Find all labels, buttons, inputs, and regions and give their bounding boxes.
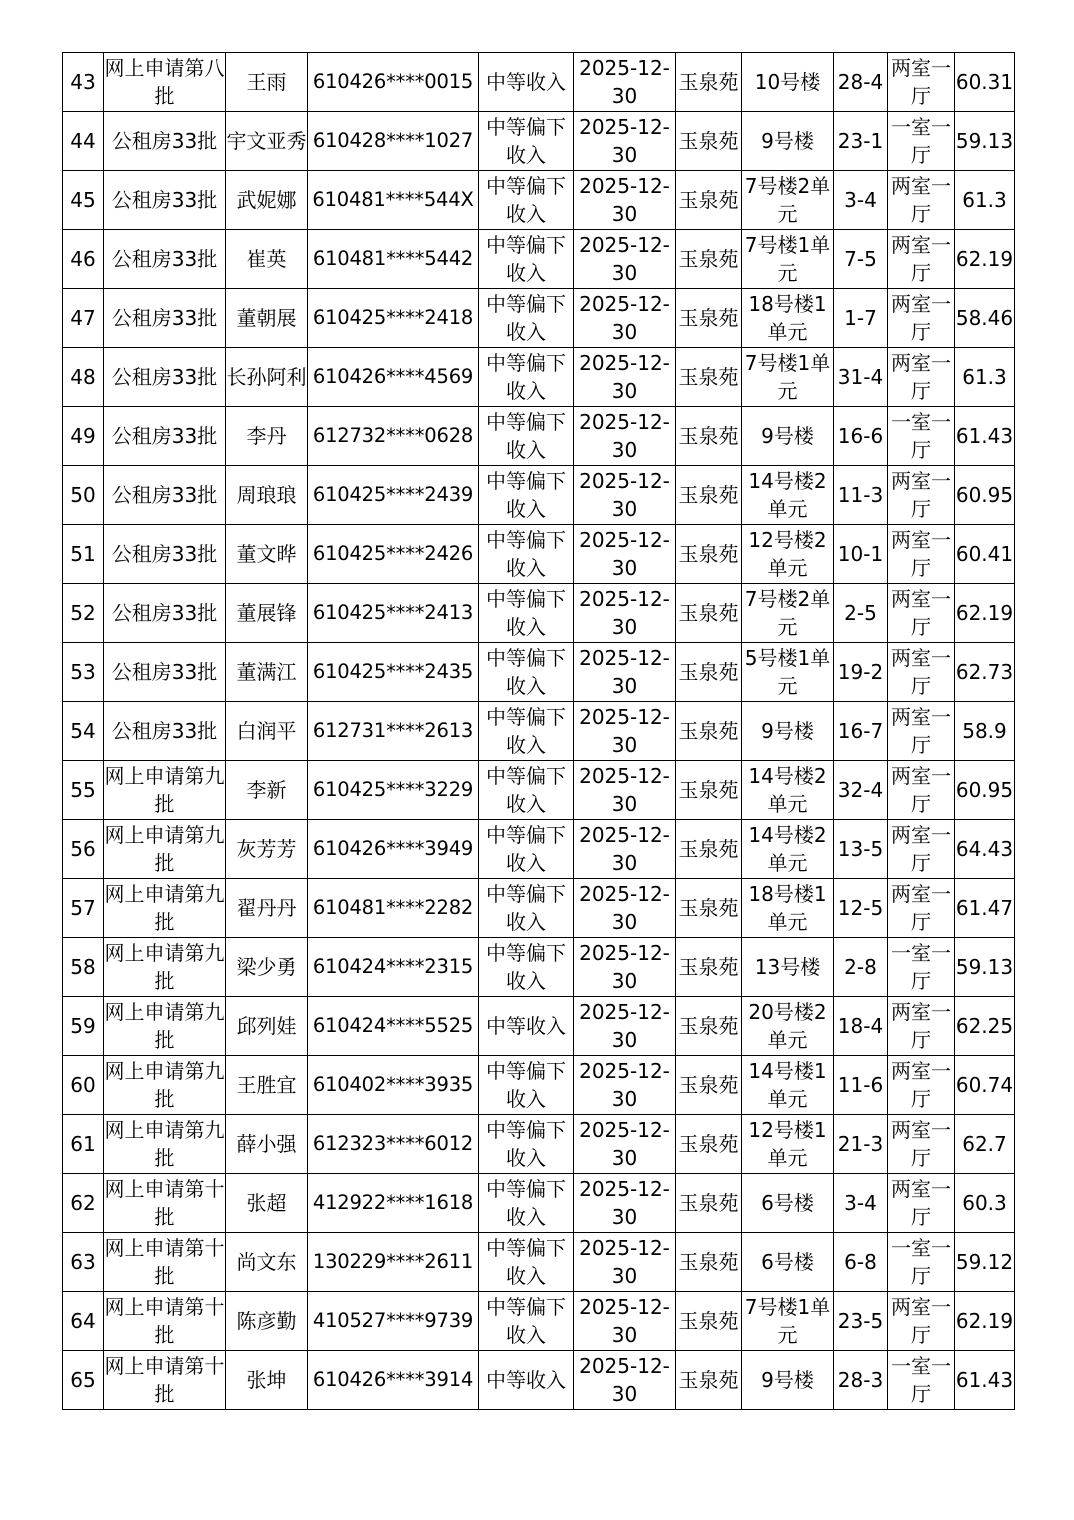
area-cell: 61.43: [955, 1351, 1015, 1410]
community-cell: 玉泉苑: [676, 112, 742, 171]
unit-type-cell: 两室一厅: [888, 643, 955, 702]
batch-cell: 网上申请第九批: [104, 1115, 226, 1174]
serial-number-cell: 58: [63, 938, 104, 997]
serial-number-cell: 57: [63, 879, 104, 938]
date-cell: 2025-12-30: [574, 1174, 676, 1233]
date-cell: 2025-12-30: [574, 1292, 676, 1351]
room-number-cell: 16-6: [834, 407, 888, 466]
batch-cell: 网上申请第九批: [104, 938, 226, 997]
unit-type-cell: 一室一厅: [888, 112, 955, 171]
date-cell: 2025-12-30: [574, 820, 676, 879]
serial-number-cell: 46: [63, 230, 104, 289]
income-level-cell: 中等偏下收入: [479, 702, 574, 761]
serial-number-cell: 51: [63, 525, 104, 584]
income-level-cell: 中等偏下收入: [479, 348, 574, 407]
date-cell: 2025-12-30: [574, 643, 676, 702]
batch-cell: 公租房33批: [104, 584, 226, 643]
building-cell: 6号楼: [742, 1233, 834, 1292]
table-row: [63, 289, 1015, 348]
unit-type-cell: 两室一厅: [888, 348, 955, 407]
income-level-cell: 中等偏下收入: [479, 112, 574, 171]
table-row: [63, 997, 1015, 1056]
id-number-cell: 610481****2282: [308, 879, 479, 938]
applicant-name-cell: 李丹: [226, 407, 308, 466]
table-row: [63, 1174, 1015, 1233]
room-number-cell: 13-5: [834, 820, 888, 879]
area-cell: 60.3: [955, 1174, 1015, 1233]
building-cell: 6号楼: [742, 1174, 834, 1233]
table-row: [63, 348, 1015, 407]
applicant-name-cell: 薛小强: [226, 1115, 308, 1174]
serial-number-cell: 44: [63, 112, 104, 171]
room-number-cell: 18-4: [834, 997, 888, 1056]
area-cell: 60.95: [955, 466, 1015, 525]
date-cell: 2025-12-30: [574, 466, 676, 525]
income-level-cell: 中等收入: [479, 997, 574, 1056]
building-cell: 14号楼2单元: [742, 820, 834, 879]
id-number-cell: 610425****2413: [308, 584, 479, 643]
applicant-name-cell: 张超: [226, 1174, 308, 1233]
table-row: [63, 230, 1015, 289]
building-cell: 9号楼: [742, 407, 834, 466]
batch-cell: 网上申请第九批: [104, 761, 226, 820]
room-number-cell: 23-1: [834, 112, 888, 171]
applicant-name-cell: 白润平: [226, 702, 308, 761]
community-cell: 玉泉苑: [676, 1233, 742, 1292]
batch-cell: 网上申请第十批: [104, 1292, 226, 1351]
community-cell: 玉泉苑: [676, 1056, 742, 1115]
date-cell: 2025-12-30: [574, 407, 676, 466]
room-number-cell: 6-8: [834, 1233, 888, 1292]
unit-type-cell: 一室一厅: [888, 938, 955, 997]
batch-cell: 公租房33批: [104, 466, 226, 525]
unit-type-cell: 两室一厅: [888, 584, 955, 643]
room-number-cell: 23-5: [834, 1292, 888, 1351]
batch-cell: 网上申请第九批: [104, 820, 226, 879]
community-cell: 玉泉苑: [676, 466, 742, 525]
area-cell: 62.19: [955, 584, 1015, 643]
id-number-cell: 610426****3914: [308, 1351, 479, 1410]
batch-cell: 公租房33批: [104, 289, 226, 348]
applicant-name-cell: 董文晔: [226, 525, 308, 584]
id-number-cell: 610428****1027: [308, 112, 479, 171]
table-row: [63, 702, 1015, 761]
applicant-name-cell: 灰芳芳: [226, 820, 308, 879]
unit-type-cell: 两室一厅: [888, 1174, 955, 1233]
id-number-cell: 612732****0628: [308, 407, 479, 466]
room-number-cell: 2-8: [834, 938, 888, 997]
date-cell: 2025-12-30: [574, 997, 676, 1056]
community-cell: 玉泉苑: [676, 348, 742, 407]
applicant-name-cell: 翟丹丹: [226, 879, 308, 938]
unit-type-cell: 两室一厅: [888, 1292, 955, 1351]
building-cell: 18号楼1单元: [742, 879, 834, 938]
batch-cell: 公租房33批: [104, 525, 226, 584]
batch-cell: 网上申请第十批: [104, 1233, 226, 1292]
applicant-name-cell: 王胜宜: [226, 1056, 308, 1115]
applicant-name-cell: 周琅琅: [226, 466, 308, 525]
income-level-cell: 中等偏下收入: [479, 466, 574, 525]
serial-number-cell: 61: [63, 1115, 104, 1174]
area-cell: 61.3: [955, 348, 1015, 407]
income-level-cell: 中等偏下收入: [479, 1233, 574, 1292]
room-number-cell: 31-4: [834, 348, 888, 407]
date-cell: 2025-12-30: [574, 1351, 676, 1410]
income-level-cell: 中等偏下收入: [479, 643, 574, 702]
building-cell: 7号楼1单元: [742, 230, 834, 289]
unit-type-cell: 两室一厅: [888, 289, 955, 348]
income-level-cell: 中等偏下收入: [479, 230, 574, 289]
building-cell: 18号楼1单元: [742, 289, 834, 348]
unit-type-cell: 两室一厅: [888, 53, 955, 112]
building-cell: 9号楼: [742, 1351, 834, 1410]
unit-type-cell: 两室一厅: [888, 1115, 955, 1174]
serial-number-cell: 43: [63, 53, 104, 112]
community-cell: 玉泉苑: [676, 584, 742, 643]
batch-cell: 网上申请第九批: [104, 879, 226, 938]
table-row: [63, 1351, 1015, 1410]
community-cell: 玉泉苑: [676, 761, 742, 820]
serial-number-cell: 63: [63, 1233, 104, 1292]
id-number-cell: 610481****5442: [308, 230, 479, 289]
area-cell: 61.3: [955, 171, 1015, 230]
id-number-cell: 610425****2439: [308, 466, 479, 525]
area-cell: 59.12: [955, 1233, 1015, 1292]
unit-type-cell: 两室一厅: [888, 1056, 955, 1115]
id-number-cell: 610426****0015: [308, 53, 479, 112]
serial-number-cell: 62: [63, 1174, 104, 1233]
room-number-cell: 11-3: [834, 466, 888, 525]
unit-type-cell: 两室一厅: [888, 879, 955, 938]
applicant-name-cell: 陈彦勤: [226, 1292, 308, 1351]
room-number-cell: 11-6: [834, 1056, 888, 1115]
room-number-cell: 19-2: [834, 643, 888, 702]
id-number-cell: 610425****2435: [308, 643, 479, 702]
table-row: [63, 407, 1015, 466]
serial-number-cell: 56: [63, 820, 104, 879]
unit-type-cell: 一室一厅: [888, 1351, 955, 1410]
date-cell: 2025-12-30: [574, 525, 676, 584]
id-number-cell: 610426****3949: [308, 820, 479, 879]
unit-type-cell: 两室一厅: [888, 820, 955, 879]
applicant-name-cell: 董满江: [226, 643, 308, 702]
serial-number-cell: 48: [63, 348, 104, 407]
community-cell: 玉泉苑: [676, 1351, 742, 1410]
room-number-cell: 28-4: [834, 53, 888, 112]
income-level-cell: 中等偏下收入: [479, 584, 574, 643]
community-cell: 玉泉苑: [676, 1292, 742, 1351]
applicant-name-cell: 邱列娃: [226, 997, 308, 1056]
serial-number-cell: 55: [63, 761, 104, 820]
building-cell: 12号楼1单元: [742, 1115, 834, 1174]
unit-type-cell: 两室一厅: [888, 997, 955, 1056]
area-cell: 61.47: [955, 879, 1015, 938]
room-number-cell: 32-4: [834, 761, 888, 820]
date-cell: 2025-12-30: [574, 1115, 676, 1174]
building-cell: 14号楼1单元: [742, 1056, 834, 1115]
community-cell: 玉泉苑: [676, 702, 742, 761]
table-row: [63, 584, 1015, 643]
community-cell: 玉泉苑: [676, 643, 742, 702]
unit-type-cell: 两室一厅: [888, 702, 955, 761]
applicant-name-cell: 武妮娜: [226, 171, 308, 230]
income-level-cell: 中等偏下收入: [479, 289, 574, 348]
community-cell: 玉泉苑: [676, 171, 742, 230]
batch-cell: 公租房33批: [104, 230, 226, 289]
building-cell: 7号楼1单元: [742, 1292, 834, 1351]
table-row: [63, 820, 1015, 879]
area-cell: 64.43: [955, 820, 1015, 879]
batch-cell: 公租房33批: [104, 702, 226, 761]
area-cell: 62.25: [955, 997, 1015, 1056]
date-cell: 2025-12-30: [574, 112, 676, 171]
date-cell: 2025-12-30: [574, 584, 676, 643]
building-cell: 13号楼: [742, 938, 834, 997]
id-number-cell: 610402****3935: [308, 1056, 479, 1115]
unit-type-cell: 两室一厅: [888, 525, 955, 584]
batch-cell: 公租房33批: [104, 407, 226, 466]
date-cell: 2025-12-30: [574, 761, 676, 820]
batch-cell: 公租房33批: [104, 171, 226, 230]
income-level-cell: 中等偏下收入: [479, 938, 574, 997]
building-cell: 7号楼1单元: [742, 348, 834, 407]
date-cell: 2025-12-30: [574, 289, 676, 348]
room-number-cell: 10-1: [834, 525, 888, 584]
income-level-cell: 中等偏下收入: [479, 1115, 574, 1174]
applicant-name-cell: 宇文亚秀: [226, 112, 308, 171]
unit-type-cell: 两室一厅: [888, 230, 955, 289]
applicant-name-cell: 崔英: [226, 230, 308, 289]
building-cell: 12号楼2单元: [742, 525, 834, 584]
date-cell: 2025-12-30: [574, 938, 676, 997]
applicant-name-cell: 尚文东: [226, 1233, 308, 1292]
area-cell: 62.73: [955, 643, 1015, 702]
applicant-name-cell: 长孙阿利: [226, 348, 308, 407]
date-cell: 2025-12-30: [574, 1056, 676, 1115]
income-level-cell: 中等偏下收入: [479, 407, 574, 466]
unit-type-cell: 两室一厅: [888, 466, 955, 525]
building-cell: 10号楼: [742, 53, 834, 112]
id-number-cell: 412922****1618: [308, 1174, 479, 1233]
area-cell: 62.7: [955, 1115, 1015, 1174]
table-body: [63, 53, 1015, 1410]
building-cell: 14号楼2单元: [742, 761, 834, 820]
building-cell: 7号楼2单元: [742, 584, 834, 643]
id-number-cell: 610481****544X: [308, 171, 479, 230]
income-level-cell: 中等偏下收入: [479, 525, 574, 584]
income-level-cell: 中等偏下收入: [479, 171, 574, 230]
room-number-cell: 2-5: [834, 584, 888, 643]
community-cell: 玉泉苑: [676, 1174, 742, 1233]
date-cell: 2025-12-30: [574, 348, 676, 407]
unit-type-cell: 两室一厅: [888, 761, 955, 820]
applicant-name-cell: 李新: [226, 761, 308, 820]
area-cell: 61.43: [955, 407, 1015, 466]
batch-cell: 网上申请第九批: [104, 1056, 226, 1115]
room-number-cell: 21-3: [834, 1115, 888, 1174]
id-number-cell: 130229****2611: [308, 1233, 479, 1292]
income-level-cell: 中等偏下收入: [479, 1292, 574, 1351]
income-level-cell: 中等偏下收入: [479, 761, 574, 820]
table-row: [63, 761, 1015, 820]
id-number-cell: 612323****6012: [308, 1115, 479, 1174]
date-cell: 2025-12-30: [574, 1233, 676, 1292]
table-row: [63, 1115, 1015, 1174]
community-cell: 玉泉苑: [676, 820, 742, 879]
community-cell: 玉泉苑: [676, 407, 742, 466]
id-number-cell: 610424****2315: [308, 938, 479, 997]
community-cell: 玉泉苑: [676, 53, 742, 112]
applicant-name-cell: 王雨: [226, 53, 308, 112]
id-number-cell: 410527****9739: [308, 1292, 479, 1351]
table-row: [63, 53, 1015, 112]
table-row: [63, 525, 1015, 584]
applicant-name-cell: 梁少勇: [226, 938, 308, 997]
serial-number-cell: 60: [63, 1056, 104, 1115]
building-cell: 20号楼2单元: [742, 997, 834, 1056]
serial-number-cell: 54: [63, 702, 104, 761]
date-cell: 2025-12-30: [574, 879, 676, 938]
area-cell: 58.46: [955, 289, 1015, 348]
room-number-cell: 7-5: [834, 230, 888, 289]
room-number-cell: 28-3: [834, 1351, 888, 1410]
serial-number-cell: 52: [63, 584, 104, 643]
area-cell: 59.13: [955, 112, 1015, 171]
building-cell: 5号楼1单元: [742, 643, 834, 702]
table-row: [63, 112, 1015, 171]
date-cell: 2025-12-30: [574, 171, 676, 230]
room-number-cell: 16-7: [834, 702, 888, 761]
date-cell: 2025-12-30: [574, 702, 676, 761]
area-cell: 58.9: [955, 702, 1015, 761]
allocation-table: [62, 52, 1015, 1410]
community-cell: 玉泉苑: [676, 230, 742, 289]
area-cell: 62.19: [955, 1292, 1015, 1351]
area-cell: 62.19: [955, 230, 1015, 289]
income-level-cell: 中等收入: [479, 1351, 574, 1410]
serial-number-cell: 50: [63, 466, 104, 525]
serial-number-cell: 65: [63, 1351, 104, 1410]
batch-cell: 网上申请第九批: [104, 997, 226, 1056]
id-number-cell: 610425****2426: [308, 525, 479, 584]
area-cell: 60.41: [955, 525, 1015, 584]
serial-number-cell: 45: [63, 171, 104, 230]
id-number-cell: 610424****5525: [308, 997, 479, 1056]
id-number-cell: 612731****2613: [308, 702, 479, 761]
community-cell: 玉泉苑: [676, 1115, 742, 1174]
building-cell: 9号楼: [742, 112, 834, 171]
id-number-cell: 610425****2418: [308, 289, 479, 348]
serial-number-cell: 59: [63, 997, 104, 1056]
income-level-cell: 中等偏下收入: [479, 1056, 574, 1115]
unit-type-cell: 两室一厅: [888, 171, 955, 230]
community-cell: 玉泉苑: [676, 525, 742, 584]
serial-number-cell: 53: [63, 643, 104, 702]
building-cell: 7号楼2单元: [742, 171, 834, 230]
serial-number-cell: 49: [63, 407, 104, 466]
serial-number-cell: 47: [63, 289, 104, 348]
area-cell: 60.31: [955, 53, 1015, 112]
income-level-cell: 中等偏下收入: [479, 1174, 574, 1233]
room-number-cell: 1-7: [834, 289, 888, 348]
building-cell: 9号楼: [742, 702, 834, 761]
income-level-cell: 中等偏下收入: [479, 879, 574, 938]
id-number-cell: 610426****4569: [308, 348, 479, 407]
community-cell: 玉泉苑: [676, 879, 742, 938]
unit-type-cell: 一室一厅: [888, 407, 955, 466]
table-row: [63, 1056, 1015, 1115]
batch-cell: 公租房33批: [104, 643, 226, 702]
community-cell: 玉泉苑: [676, 289, 742, 348]
area-cell: 60.74: [955, 1056, 1015, 1115]
table-row: [63, 938, 1015, 997]
unit-type-cell: 一室一厅: [888, 1233, 955, 1292]
applicant-name-cell: 张坤: [226, 1351, 308, 1410]
batch-cell: 网上申请第十批: [104, 1351, 226, 1410]
serial-number-cell: 64: [63, 1292, 104, 1351]
room-number-cell: 3-4: [834, 171, 888, 230]
income-level-cell: 中等偏下收入: [479, 820, 574, 879]
applicant-name-cell: 董朝展: [226, 289, 308, 348]
batch-cell: 公租房33批: [104, 348, 226, 407]
area-cell: 60.95: [955, 761, 1015, 820]
income-level-cell: 中等收入: [479, 53, 574, 112]
batch-cell: 公租房33批: [104, 112, 226, 171]
room-number-cell: 3-4: [834, 1174, 888, 1233]
room-number-cell: 12-5: [834, 879, 888, 938]
community-cell: 玉泉苑: [676, 997, 742, 1056]
area-cell: 59.13: [955, 938, 1015, 997]
batch-cell: 网上申请第十批: [104, 1174, 226, 1233]
table-row: [63, 466, 1015, 525]
date-cell: 2025-12-30: [574, 230, 676, 289]
id-number-cell: 610425****3229: [308, 761, 479, 820]
table-row: [63, 1233, 1015, 1292]
table-row: [63, 171, 1015, 230]
date-cell: 2025-12-30: [574, 53, 676, 112]
table-row: [63, 1292, 1015, 1351]
building-cell: 14号楼2单元: [742, 466, 834, 525]
table-row: [63, 879, 1015, 938]
community-cell: 玉泉苑: [676, 938, 742, 997]
batch-cell: 网上申请第八批: [104, 53, 226, 112]
applicant-name-cell: 董展锋: [226, 584, 308, 643]
table-row: [63, 643, 1015, 702]
